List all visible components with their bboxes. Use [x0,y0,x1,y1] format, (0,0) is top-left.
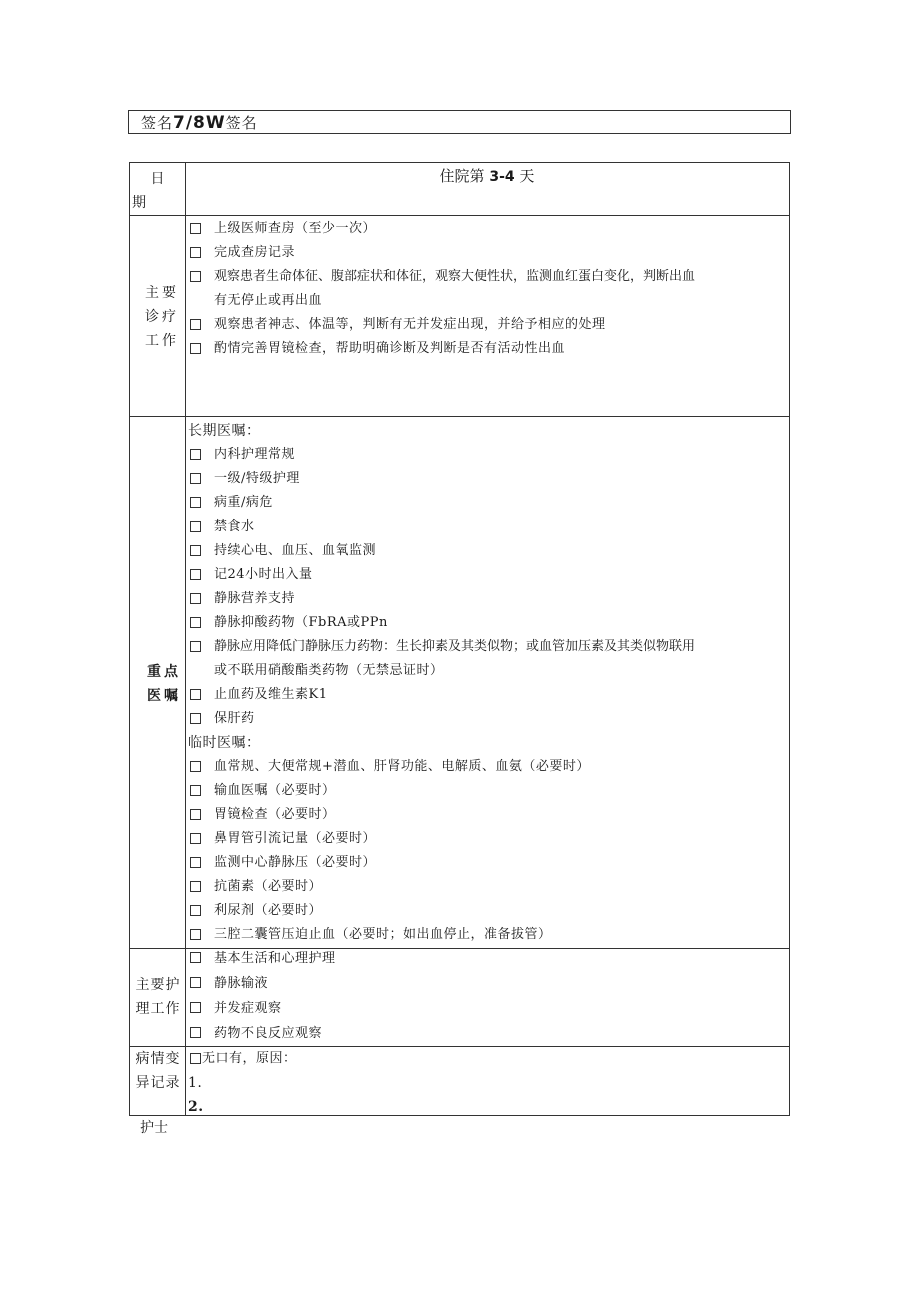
item-text: 观察患者生命体征、腹部症状和体征，观察大便性状，监测血红蛋白变化，判断出血 [214,269,696,284]
date-label [130,167,185,215]
checklist-item[interactable] [188,875,783,899]
checkbox[interactable] [190,545,201,556]
item-text: 并发症观察 [214,1001,282,1016]
checklist-item[interactable] [188,803,783,827]
checklist-item[interactable] [188,707,783,731]
checkbox[interactable] [190,977,201,988]
item-text: 观察患者神志、体温等，判断有无并发症出现，并给予相应的处理 [214,317,606,332]
item-text: 完成查房记录 [214,245,296,260]
checkbox[interactable] [190,761,201,772]
item-text: 禁食水 [214,519,255,534]
checklist-item[interactable] [188,539,783,563]
item-text: 持续心电、血压、血氧监测 [214,543,377,558]
checklist-item[interactable] [188,923,783,947]
checkbox[interactable] [190,1002,201,1013]
diagnosis-label-line1: 主要 [145,285,179,301]
item-text: 输血医嘱（必要时） [214,783,336,798]
item-text: 上级医师查房（至少一次） [214,221,377,236]
row-divider [130,215,789,216]
checkbox[interactable] [190,247,201,258]
checkbox[interactable] [190,343,201,354]
checklist-item[interactable] [188,755,783,779]
checkbox[interactable] [190,617,201,628]
item-text: 抗菌素（必要时） [214,879,323,894]
nursing-label-line2: 理工作 [135,1001,181,1017]
item-text: 利尿剂（必要时） [214,903,323,918]
variation-label [132,1047,184,1095]
checklist-item[interactable] [188,491,783,515]
checklist-item[interactable] [188,635,783,659]
item-text: 有无停止或再出血 [214,293,323,308]
item-text: 病重/病危 [214,495,273,510]
checkbox[interactable] [190,569,201,580]
diagnosis-label [142,281,182,353]
item-text: 记24小时出入量 [214,567,313,582]
checkbox[interactable] [190,1053,201,1064]
item-text: 胃镜检查（必要时） [214,807,336,822]
checklist-item-continued [188,659,783,683]
item-text: 静脉应用降低门静脉压力药物：生长抑素及其类似物；或血管加压素及其类似物联用 [214,639,696,654]
checkbox[interactable] [190,785,201,796]
checklist-item[interactable] [188,587,783,611]
item-text: 或不联用硝酸酯类药物（无禁忌证时） [214,663,444,678]
item-text: 一级/特级护理 [214,471,300,486]
checkbox[interactable] [190,449,201,460]
variation-label-line1: 病情变 [135,1051,181,1067]
item-text: 止血药及维生素K1 [214,687,328,702]
orders-items [188,419,783,947]
date-label-line1: 日 [150,171,165,187]
checklist-item[interactable] [188,827,783,851]
variation-label-line2: 异记录 [135,1075,181,1091]
diagnosis-label-line2: 诊疗 [145,309,179,325]
checklist-item[interactable] [188,946,783,971]
checkbox[interactable] [190,223,201,234]
date-prefix: 住院第 [439,167,485,185]
checklist-item[interactable] [188,899,783,923]
nursing-label-line1: 主要护 [135,977,181,993]
checklist-item[interactable] [188,563,783,587]
item-text: 药物不良反应观察 [214,1026,323,1041]
checkbox[interactable] [190,497,201,508]
diagnosis-items [188,217,783,361]
variation-line-2[interactable]: 2. [188,1099,204,1115]
checkbox[interactable] [190,521,201,532]
temporary-orders-title: 临时医嘱： [188,735,261,751]
orders-label [144,660,184,708]
variation-reason[interactable] [188,1047,783,1071]
orders-label-line1: 重点 [147,664,181,680]
date-suffix: 天 [519,167,535,185]
item-text: 无口有，原因： [202,1051,297,1066]
signature-line [141,112,258,133]
checklist-item[interactable] [188,241,783,265]
item-text: 保肝药 [214,711,255,726]
item-text: 基本生活和心理护理 [214,951,336,966]
checklist-item[interactable] [188,779,783,803]
checkbox[interactable] [190,905,201,916]
item-text: 静脉抑酸药物（FbRA或PPn [214,615,388,630]
nursing-label [132,973,184,1021]
column-divider [185,163,186,1115]
nursing-items [188,946,783,1046]
checkbox[interactable] [190,1027,201,1038]
checkbox[interactable] [190,593,201,604]
checkbox[interactable] [190,857,201,868]
item-text: 鼻胃管引流记量（必要时） [214,831,377,846]
signature-box [128,110,791,134]
signature-prefix: 签名 [141,114,174,132]
checkbox[interactable] [190,809,201,820]
date-label-line2: 期 [132,195,146,211]
checkbox[interactable] [190,473,201,484]
item-text: 监测中心静脉压（必要时） [214,855,377,870]
date-days: 3-4 [489,169,515,185]
checkbox[interactable] [190,881,201,892]
item-text: 静脉营养支持 [214,591,296,606]
checkbox[interactable] [190,271,201,282]
checklist-item-continued [188,289,783,313]
checklist-item[interactable] [188,313,783,337]
item-text: 静脉输液 [214,976,269,991]
checklist-item[interactable] [188,217,783,241]
item-text: 血常规、大便常规+潜血、肝肾功能、电解质、血氨（必要时） [214,759,590,774]
variation-items [188,1047,783,1119]
date-value [185,165,789,186]
checklist-item[interactable] [188,443,783,467]
checkbox[interactable] [190,952,201,963]
checkbox[interactable] [190,689,201,700]
checklist-item[interactable] [188,851,783,875]
variation-line-1[interactable]: 1. [188,1075,203,1091]
checkbox[interactable] [190,929,201,940]
checklist-item[interactable] [188,337,783,361]
item-text: 三腔二囊管压迫止血（必要时；如出血停止，准备拔管） [214,927,552,942]
row-divider [130,416,789,417]
signature-suffix: 签名 [225,114,258,132]
checklist-item[interactable] [188,515,783,539]
item-text: 内科护理常规 [214,447,296,462]
item-text: 酌情完善胃镜检查，帮助明确诊断及判断是否有活动性出血 [214,341,566,356]
checklist-item[interactable] [188,996,783,1021]
nurse-signature-label: 护士 [140,1120,168,1136]
orders-label-line2: 医嘱 [147,688,181,704]
checklist-item[interactable] [188,683,783,707]
clinical-pathway-table [129,162,790,1116]
long-term-orders-title: 长期医嘱： [188,423,261,439]
checkbox[interactable] [190,833,201,844]
checklist-item[interactable] [188,265,783,289]
checklist-item[interactable] [188,971,783,996]
signature-code: 7/8W [173,113,226,133]
checklist-item[interactable] [188,467,783,491]
diagnosis-label-line3: 工作 [145,333,179,349]
checkbox[interactable] [190,319,201,330]
checklist-item[interactable] [188,611,783,635]
checkbox[interactable] [190,641,201,652]
checklist-item[interactable] [188,1021,783,1046]
checkbox[interactable] [190,713,201,724]
